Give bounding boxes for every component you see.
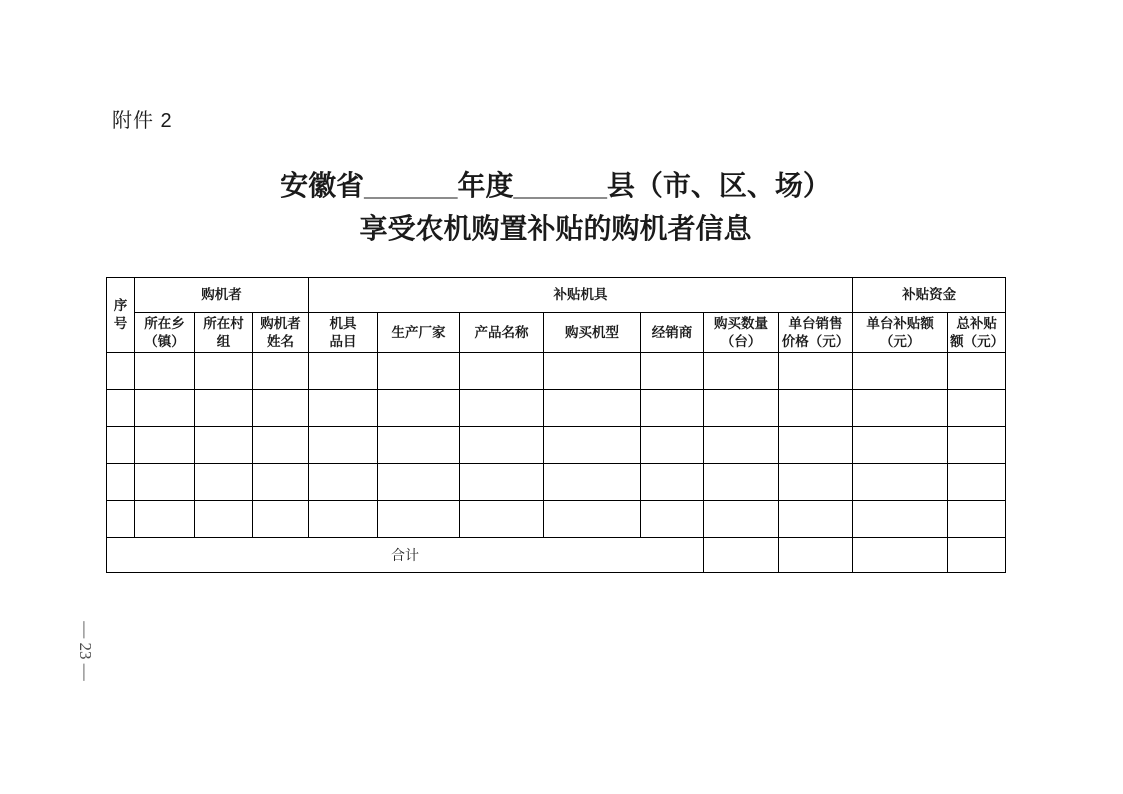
header-serial-number: 序 号 xyxy=(107,278,135,353)
table-cell xyxy=(544,353,641,390)
header-machine-category: 机具 品目 xyxy=(309,313,378,353)
table-cell xyxy=(135,464,195,501)
header-sub-row xyxy=(107,313,1006,353)
table-cell xyxy=(641,390,704,427)
table-cell xyxy=(544,464,641,501)
header-purchase-model: 购买机型 xyxy=(544,313,641,353)
document-title xyxy=(106,170,1005,245)
table-cell xyxy=(779,464,853,501)
table-cell xyxy=(948,353,1006,390)
table-cell xyxy=(107,390,135,427)
table-cell xyxy=(135,427,195,464)
total-row xyxy=(107,538,1006,573)
table-cell xyxy=(195,501,253,538)
table-cell xyxy=(107,427,135,464)
table-cell xyxy=(107,353,135,390)
table-row xyxy=(107,501,1006,538)
header-unit-subsidy-amount: 单台补贴额 （元） xyxy=(853,313,948,353)
total-cell-unit-subsidy xyxy=(853,538,948,573)
table-cell xyxy=(253,501,309,538)
table-cell xyxy=(107,501,135,538)
table-cell xyxy=(641,427,704,464)
table-cell xyxy=(309,501,378,538)
header-village-group: 所在村 组 xyxy=(195,313,253,353)
table-row xyxy=(107,464,1006,501)
table-cell xyxy=(948,390,1006,427)
total-cell-sale-price xyxy=(779,538,853,573)
table-cell xyxy=(641,501,704,538)
table-cell xyxy=(195,390,253,427)
table-cell xyxy=(779,390,853,427)
header-manufacturer: 生产厂家 xyxy=(378,313,460,353)
table-cell xyxy=(779,427,853,464)
header-unit-sale-price: 单台销售 价格（元） xyxy=(779,313,853,353)
table-cell xyxy=(704,390,779,427)
table-row xyxy=(107,390,1006,427)
table-cell xyxy=(253,427,309,464)
table-cell xyxy=(853,427,948,464)
title-line-1: 安徽省______年度______县（市、区、场） xyxy=(280,170,831,201)
header-total-subsidy-amount: 总补贴 额（元） xyxy=(948,313,1006,353)
header-product-name: 产品名称 xyxy=(460,313,544,353)
total-label: 合计 xyxy=(107,538,704,573)
table-cell xyxy=(378,390,460,427)
table-cell xyxy=(704,353,779,390)
table-cell xyxy=(460,427,544,464)
table-cell xyxy=(460,464,544,501)
table-cell xyxy=(378,464,460,501)
header-purchaser-name: 购机者 姓名 xyxy=(253,313,309,353)
table-cell xyxy=(460,390,544,427)
table-cell xyxy=(460,501,544,538)
subsidy-purchaser-info-table xyxy=(106,277,1006,573)
table-cell xyxy=(544,501,641,538)
table-cell xyxy=(641,464,704,501)
total-cell-quantity xyxy=(704,538,779,573)
table-cell xyxy=(309,464,378,501)
table-row xyxy=(107,427,1006,464)
header-group-purchaser: 购机者 xyxy=(135,278,309,313)
table-cell xyxy=(309,353,378,390)
header-township: 所在乡 （镇） xyxy=(135,313,195,353)
total-cell-total-subsidy xyxy=(948,538,1006,573)
table-cell xyxy=(309,427,378,464)
table-cell xyxy=(460,353,544,390)
table-row xyxy=(107,353,1006,390)
table-cell xyxy=(378,501,460,538)
table-cell xyxy=(135,390,195,427)
table-cell xyxy=(853,464,948,501)
table-cell xyxy=(544,390,641,427)
table-cell xyxy=(253,390,309,427)
table-cell xyxy=(704,464,779,501)
table-cell xyxy=(779,501,853,538)
table-cell xyxy=(378,353,460,390)
table-cell xyxy=(107,464,135,501)
table-cell xyxy=(195,464,253,501)
table-cell xyxy=(135,501,195,538)
header-dealer: 经销商 xyxy=(641,313,704,353)
table-cell xyxy=(948,427,1006,464)
header-purchase-quantity: 购买数量 （台） xyxy=(704,313,779,353)
header-group-subsidy-funds: 补贴资金 xyxy=(853,278,1006,313)
table-cell xyxy=(948,501,1006,538)
table-cell xyxy=(704,501,779,538)
table-cell xyxy=(195,427,253,464)
title-line-2: 享受农机购置补贴的购机者信息 xyxy=(359,213,752,244)
table-cell xyxy=(948,464,1006,501)
table-cell xyxy=(853,501,948,538)
page-number: — 23 — xyxy=(76,621,95,681)
table-cell xyxy=(253,464,309,501)
table-cell xyxy=(641,353,704,390)
header-group-subsidized-machinery: 补贴机具 xyxy=(309,278,853,313)
table-cell xyxy=(309,390,378,427)
table-cell xyxy=(135,353,195,390)
table-cell xyxy=(253,353,309,390)
table-cell xyxy=(544,427,641,464)
table-cell xyxy=(853,353,948,390)
table-cell xyxy=(853,390,948,427)
table-cell xyxy=(779,353,853,390)
table-cell xyxy=(378,427,460,464)
attachment-label: 附件 2 xyxy=(112,110,173,132)
table-cell xyxy=(704,427,779,464)
header-group-row xyxy=(107,278,1006,313)
table-cell xyxy=(195,353,253,390)
